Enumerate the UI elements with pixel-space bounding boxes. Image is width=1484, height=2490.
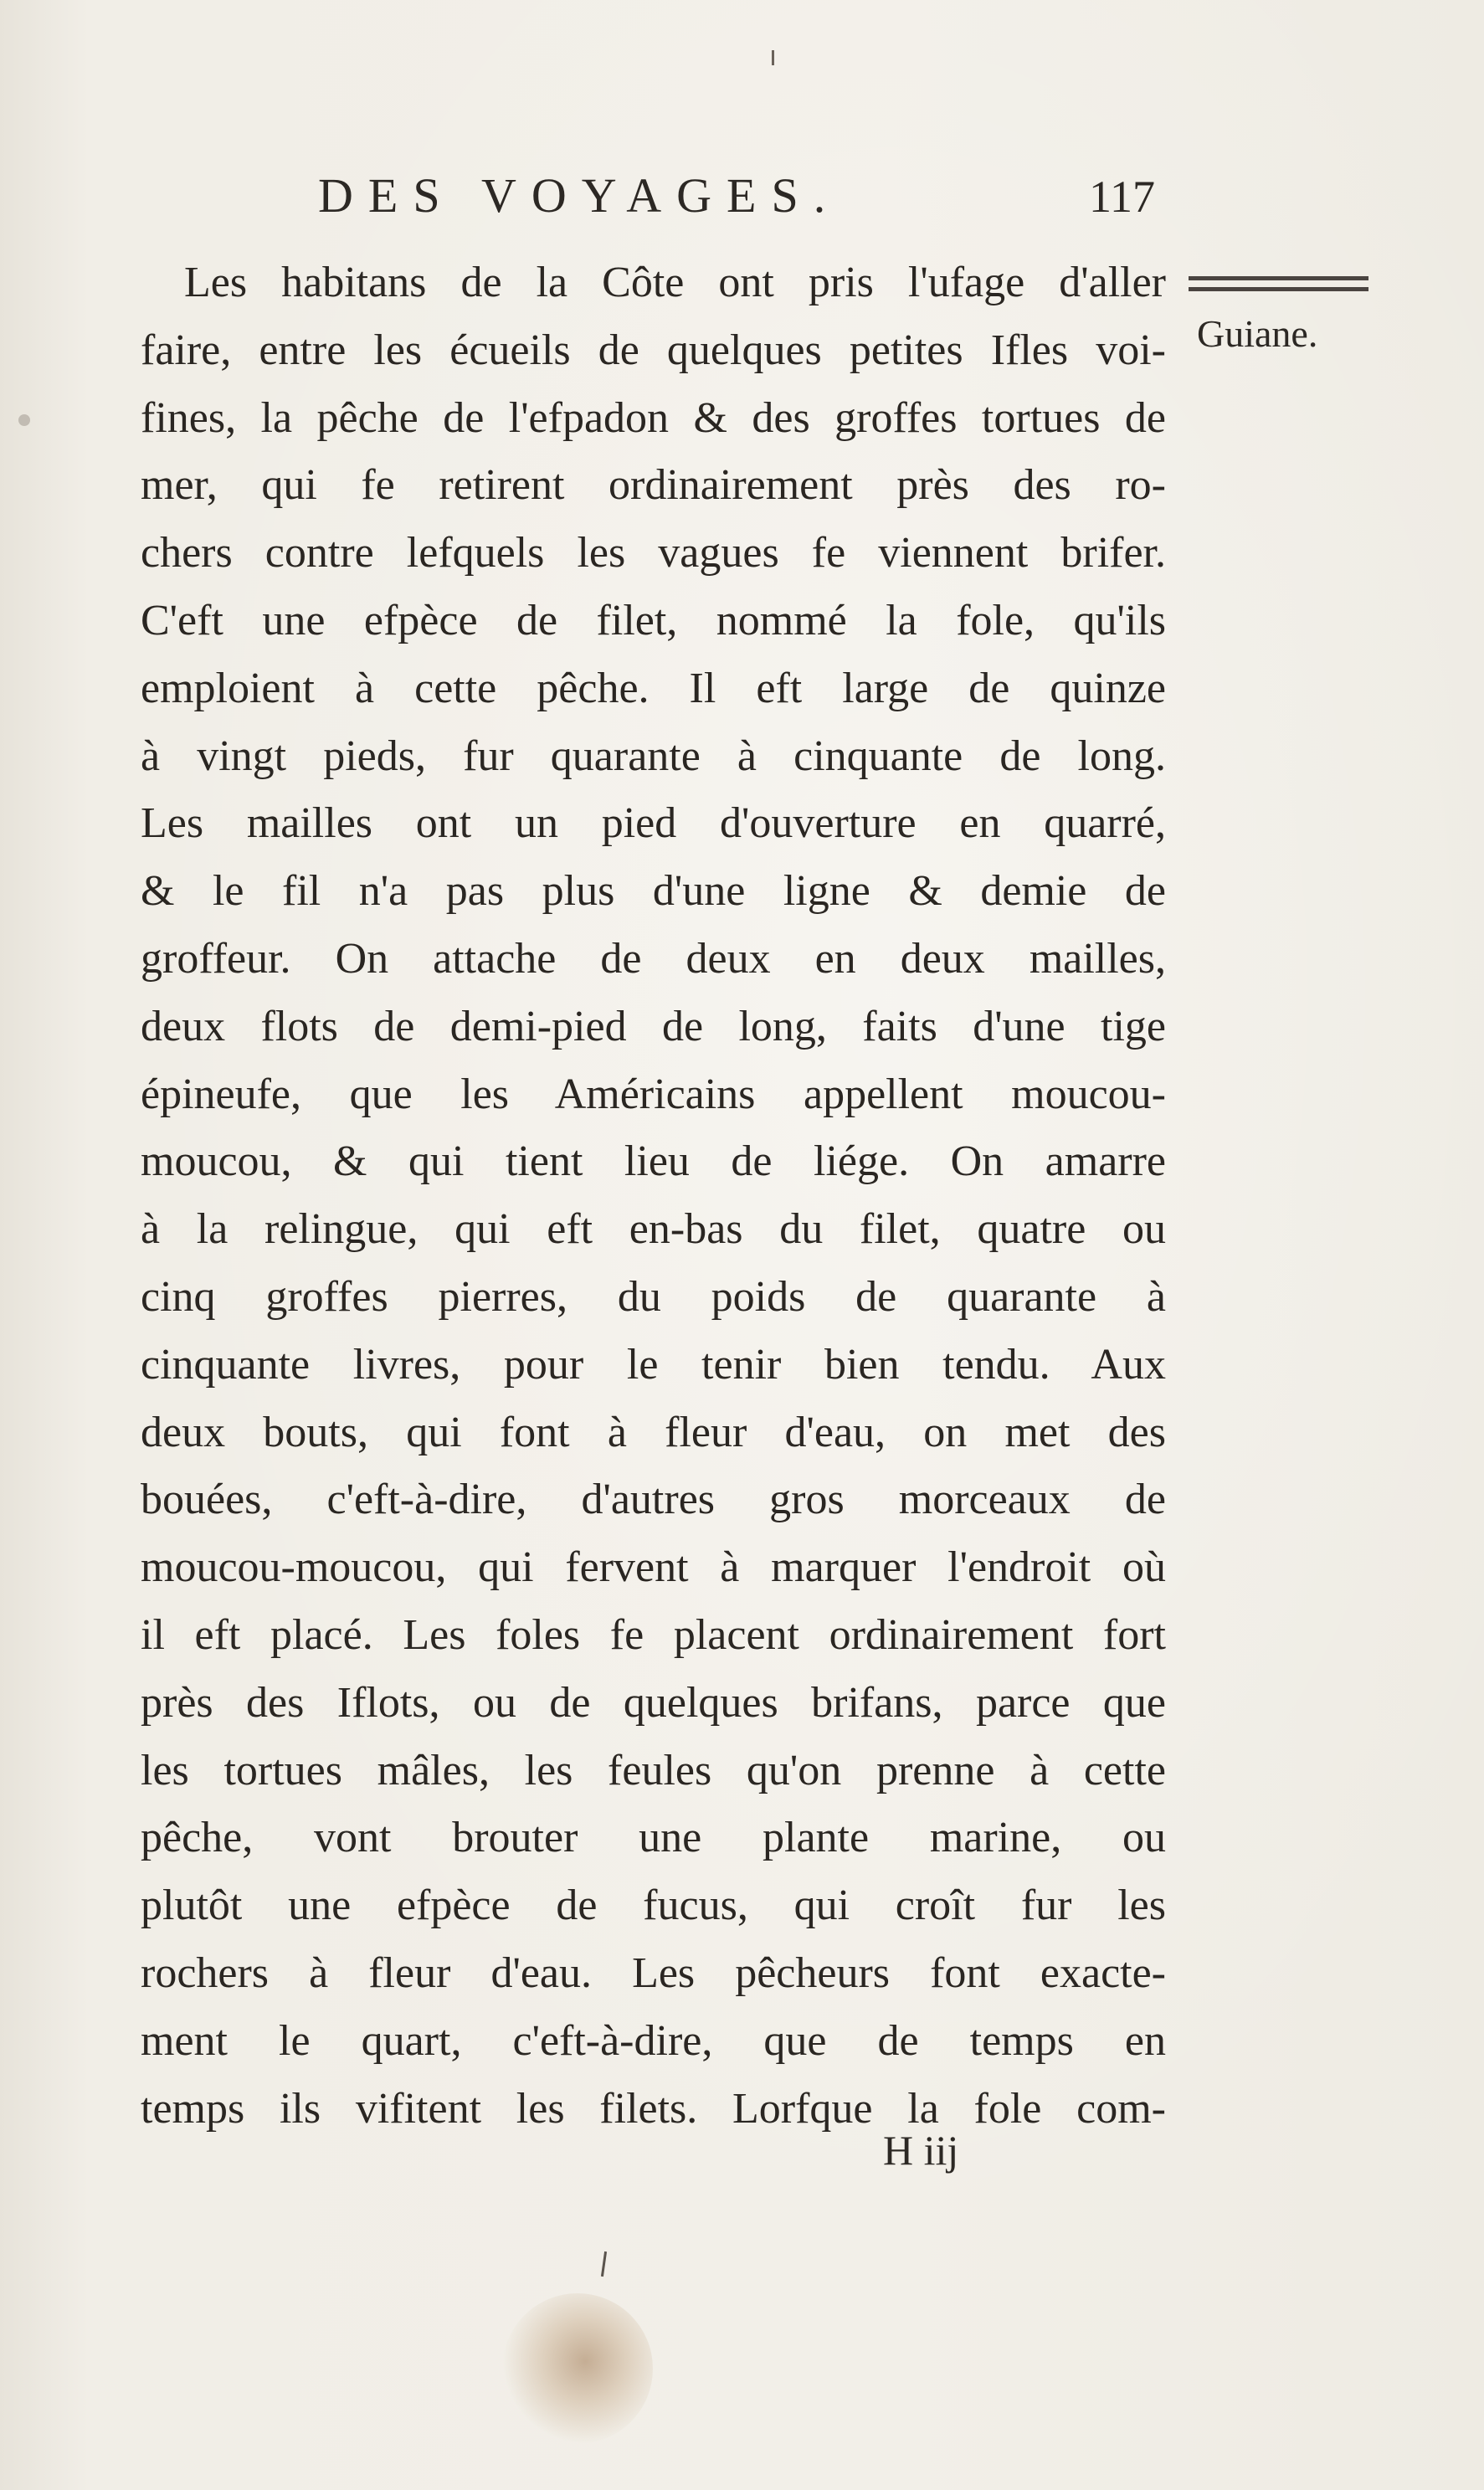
text-line: C'eft une efpèce de filet, nommé la fole, qu'ils	[141, 596, 1166, 644]
text-line: plutôt une efpèce de fucus, qui croît fur les	[141, 1882, 1166, 1930]
text-line: épineufe, que les Américains appellent moucou-	[141, 1070, 1166, 1118]
text-line: à la relingue, qui eft en-bas du filet, quatre ou	[141, 1205, 1166, 1254]
text-line: près des Iflots, ou de quelques brifans, parce que	[141, 1678, 1166, 1727]
text-line: rochers à fleur d'eau. Les pêcheurs font exacte-	[141, 1948, 1166, 1997]
text-line: bouées, c'eft-à-dire, d'autres gros morceaux de	[141, 1476, 1166, 1524]
text-line: moucou, & qui tient lieu de liége. On amarre	[141, 1137, 1166, 1186]
text-line: fines, la pêche de l'efpadon & des groffes tortues de	[141, 393, 1166, 442]
page-blemish	[18, 414, 30, 426]
text-line: ment le quart, c'eft-à-dire, que de temps en	[141, 2016, 1166, 2065]
foxing-stain	[502, 2293, 653, 2444]
text-line: deux flots de demi-pied de long, faits d'une tige	[141, 1002, 1166, 1050]
text-line: Les habitans de la Côte ont pris l'ufage d'aller	[184, 259, 1166, 306]
text-line: deux bouts, qui font à fleur d'eau, on met des	[141, 1408, 1166, 1456]
text-line: Les mailles ont un pied d'ouverture en quarré,	[141, 799, 1166, 848]
text-line: temps ils vifitent les filets. Lorfque la fole com-	[141, 2084, 1166, 2133]
text-line: pêche, vont brouter une plante marine, ou	[141, 1814, 1166, 1862]
text-line: les tortues mâles, les feules qu'on prenne à cette	[141, 1746, 1166, 1794]
text-line: emploient à cette pêche. Il eft large de quinze	[141, 664, 1166, 712]
text-line: moucou-moucou, qui fervent à marquer l'endroit où	[141, 1543, 1166, 1592]
text-line: il eft placé. Les foles fe placent ordinairement fort	[141, 1610, 1166, 1659]
margin-note: Guiane.	[1197, 312, 1318, 355]
ink-mark	[772, 50, 774, 65]
text-line: & le fil n'a pas plus d'une ligne & demie de	[141, 867, 1166, 916]
text-line: groffeur. On attache de deux en deux mailles,	[141, 934, 1166, 983]
text-line: à vingt pieds, fur quarante à cinquante de long.	[141, 732, 1166, 780]
running-head	[318, 167, 1172, 234]
running-title: DES VOYAGES.	[318, 168, 841, 223]
text-line: cinquante livres, pour le tenir bien tendu. Aux	[141, 1340, 1166, 1389]
page-number: 117	[1089, 172, 1155, 222]
text-line: chers contre lefquels les vagues fe viennent brifer.	[141, 529, 1166, 578]
text-line: faire, entre les écueils de quelques petites Ifles voi-	[141, 326, 1166, 374]
margin-rule	[1189, 276, 1368, 291]
text-line: mer, qui fe retirent ordinairement près des ro-	[141, 461, 1166, 510]
body-text	[141, 249, 1166, 2143]
text-line: cinq groffes pierres, du poids de quarante à	[141, 1272, 1166, 1321]
ink-mark	[601, 2251, 607, 2277]
signature-mark: H iij	[883, 2127, 959, 2174]
